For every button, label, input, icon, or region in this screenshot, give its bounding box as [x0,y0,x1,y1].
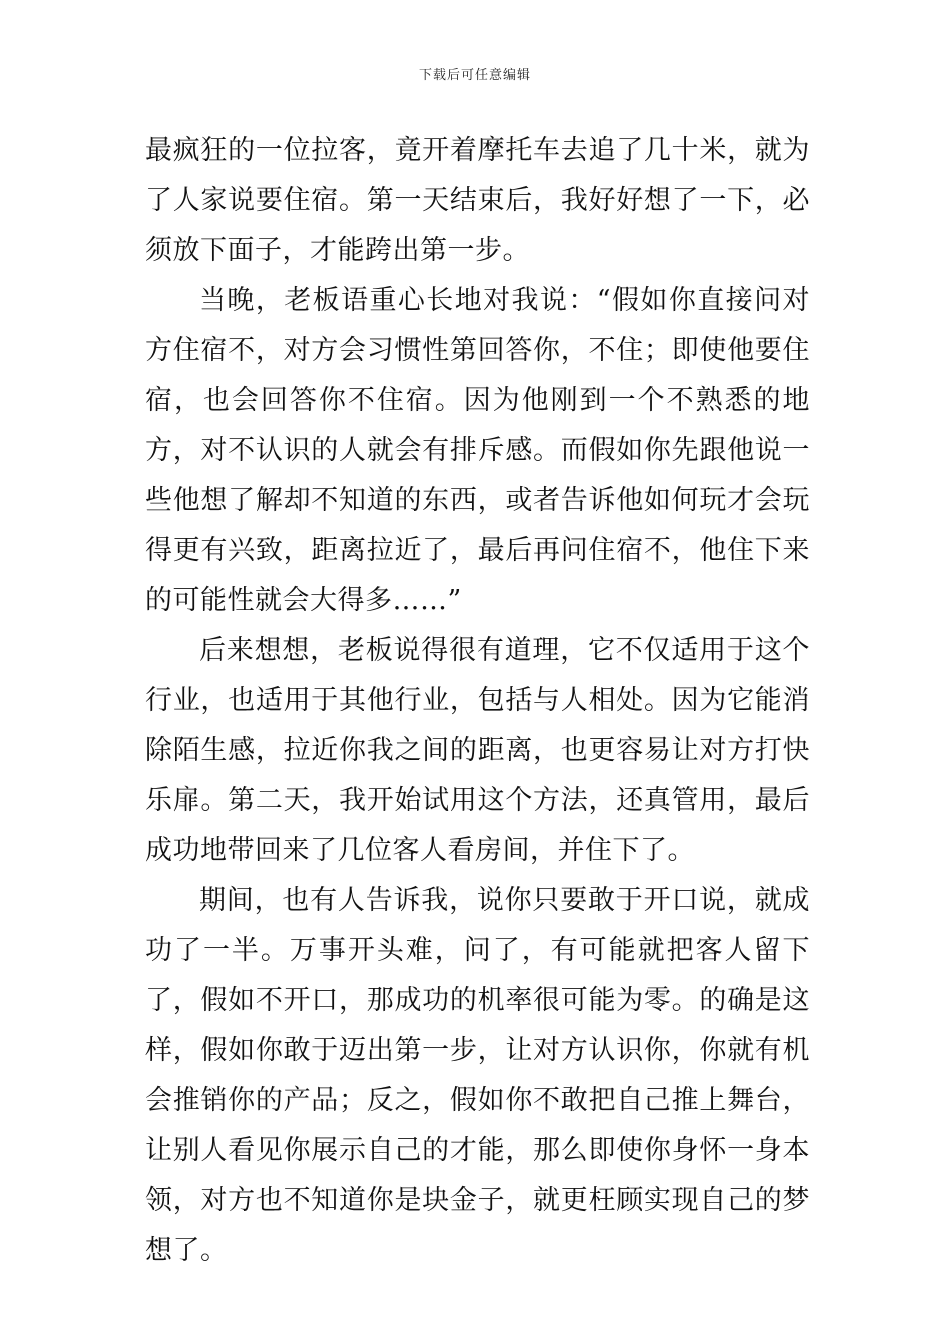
paragraph-3: 后来想想，老板说得很有道理，它不仅适用于这个行业，也适用于其他行业，包括与人相处。因为它能消除陌生感，拉近你我之间的距离，也更容易让对方打快乐扉。第二天，我开始试用这个方法，还真管用，最后成功地带回来了几位客人看房间，并住下了。 [145,635,810,866]
paragraph-4: 期间，也有人告诉我，说你只要敢于开口说，就成功了一半。万事开头难，问了，有可能就把客人留下了，假如不开口，那成功的机率很可能为零。的确是这样，假如你敢于迈出第一步，让对方认识你，你就有机会推销你的产品；反之，假如你不敢把自己推上舞台，让别人看见你展示自己的才能，那么即使你身怀一身本领，对方也不知道你是块金子，就更枉顾实现自己的梦想了。 [145,885,810,1266]
page-header: 下载后可任意编辑 [418,68,531,83]
paragraph-2: 当晚，老板语重心长地对我说：“假如你直接问对方住宿不，对方会习惯性第回答你，不住；即使他要住宿，也会回答你不住宿。因为他刚到一个不熟悉的地方，对不认识的人就会有排斥感。而假如你先跟他说一些他想了解却不知道的东西，或者告诉他如何玩才会玩得更有兴致，距离拉近了，最后再问住宿不，他住下来的可能性就会大得多……” [145,285,810,616]
document-body [145,126,810,1276]
paragraph-1: 最疯狂的一位拉客，竟开着摩托车去追了几十米，就为了人家说要住宿。第一天结束后，我好好想了一下，必须放下面子，才能跨出第一步。 [145,135,810,266]
